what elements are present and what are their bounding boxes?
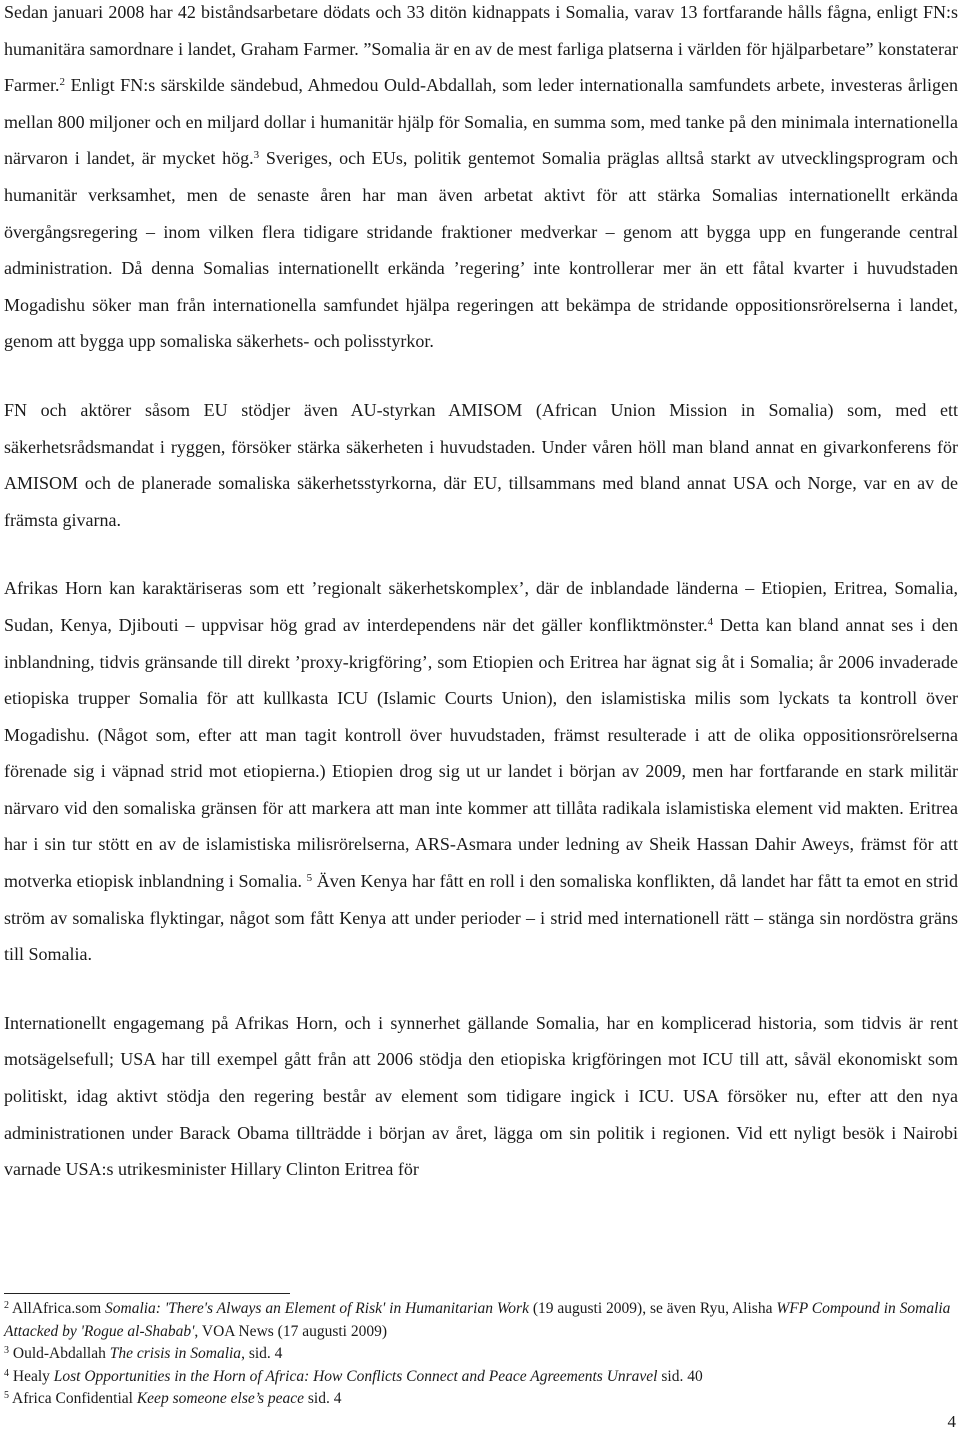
text-run: Sveriges, och EUs, politik gentemot Somalia präglas alltså starkt av utvecklingsprogram och humanitär verksamhet, men de senaste åren har man även arbetat aktivt för att stärka Somalias internationellt erkända övergångsregering – inom vilken flera tidigare stridande fraktioner medverkar – genom att bygga upp en fungerande central administration. Då denna Somalias internationellt erkända ’regering’ inte kontrollerar mer än ett fåtal kvarter i huvudstaden Mogadishu söker man från internationella samfundet hjälpa regeringen att bekämpa de stridande oppositionsrörelserna i landet, genom att bygga upp somaliska säkerhets- och polisstyrkor. bbox=[4, 148, 958, 352]
paragraph-4 bbox=[4, 1005, 958, 1188]
text-run: sid. 4 bbox=[303, 1390, 342, 1407]
text-run: (19 augusti 2009), se även Ryu, Alisha bbox=[528, 1300, 777, 1317]
text-run: Sedan januari 2008 har 42 biståndsarbetare dödats och 33 ditön kidnappats i Somalia, varav 13 fortfarande hålls fågna, enligt FN:s humanitära samordnare i landet, Graham Farmer. ”Somalia är en av de mest farliga platserna i världen för hjälparbetare” konstaterar Farmer. bbox=[4, 2, 958, 96]
footnotes bbox=[4, 1298, 958, 1411]
text-run: sid. 40 bbox=[657, 1367, 703, 1385]
paragraph-2 bbox=[4, 392, 958, 538]
cited-title: WFP Compound in Somalia Attacked by 'Rogue al-Shabab' bbox=[4, 1300, 951, 1340]
footnote-3 bbox=[4, 1343, 958, 1366]
page-number: 4 bbox=[947, 1412, 956, 1431]
paragraph-3 bbox=[4, 570, 958, 973]
text-run: FN och aktörer såsom EU stödjer även AU-styrkan AMISOM (African Union Mission in Somalia) som, med ett säkerhetsrådsmandat i ryggen, försöker stärka säkerheten i huvudstaden. Under våren höll man bland annat en givarkonferens för AMISOM och de planerade somaliska säkerhetsstyrkorna, där EU, tillsammans med bland annat USA och Norge, var en av de främsta givarna. bbox=[4, 399, 958, 530]
text-run: Ould-Abdallah bbox=[9, 1345, 110, 1362]
footnote-ref: 2 bbox=[59, 76, 65, 89]
text-run: Även Kenya har fått en roll i den somaliska konflikten, då landet har fått ta emot en strid ström av somaliska flyktingar, något som fått Kenya att under perioder – i strid med internationell rätt – stänga sin nordöstra gräns till Somalia. bbox=[4, 871, 958, 965]
text-run: Healy bbox=[9, 1367, 54, 1385]
text-run: , sid. 4 bbox=[241, 1345, 283, 1362]
text-run: Internationellt engagemang på Afrikas Horn, och i synnerhet gällande Somalia, har en komplicerad historia, som tidvis är rent motsägelsefull; USA har till exempel gått från att 2006 stödja den etiopiska krigföringen mot ICU till att, såväl ekonomiskt som politiskt, idag aktivt stödja den regering består av element som tidigare ingick i ICU. USA försöker nu, efter att den nya administrationen under Barack Obama tillträdde i början av året, lägga om sin politik i regionen. Vid ett nyligt besök i Nairobi varnade USA:s utrikesminister Hillary Clinton Eritrea för bbox=[4, 1012, 958, 1180]
text-run: Afrikas Horn kan karaktäriseras som ett ’regionalt säkerhetskomplex’, där de inblandade länderna – Etiopien, Eritrea, Somalia, Sudan, Kenya, Djibouti – uppvisar hög grad av interdependens när det gäller konfliktmönster. bbox=[4, 578, 958, 635]
footnote-5 bbox=[4, 1388, 958, 1411]
text-run: Enligt FN:s särskilde sändebud, Ahmedou Ould-Abdallah, som leder internationalla samfundets arbete, investeras årligen mellan 800 miljoner och en miljard dollar i humanitär hjälp för Somalia, en summa som, med tanke på den minimala internationella närvaron i landet, är mycket hög. bbox=[4, 75, 958, 169]
footnote-number: 3 bbox=[4, 1345, 9, 1356]
cited-title: The crisis in Somalia bbox=[109, 1345, 242, 1362]
footnote-ref: 3 bbox=[253, 149, 260, 162]
document-page bbox=[4, 0, 958, 1188]
cited-title: Keep someone else’s peace bbox=[136, 1390, 304, 1407]
paragraph-1 bbox=[4, 0, 958, 360]
text-run: AllAfrica.som bbox=[9, 1300, 105, 1317]
footnote-ref: 4 bbox=[707, 615, 714, 628]
footnote-number: 4 bbox=[4, 1367, 9, 1379]
text-run: , VOA News (17 augusti 2009) bbox=[194, 1322, 388, 1340]
text-run: Africa Confidential bbox=[9, 1390, 137, 1407]
footnote-number: 2 bbox=[4, 1300, 9, 1311]
cited-title: Lost Opportunities in the Horn of Africa: How Conflicts Connect and Peace Agreements Unravel bbox=[53, 1367, 658, 1385]
footnote-ref: 5 bbox=[306, 872, 313, 885]
text-run: Detta kan bland annat ses i den inblandning, tidvis gränsande till direkt ’proxy-krigföring’, som Etiopien och Eritrea har ägnat sig åt i Somalia; år 2006 invaderade etiopiska trupper Somalia för att kullkasta ICU (Islamic Courts Union), den islamistiska milis som lyckats ta kontroll över Mogadishu. (Något som, efter att man tagit kontroll över huvudstaden, främst resulterade i att de olika oppositionsrörelserna förenade sig i väpnad strid mot etiopierna.) Etiopien drog sig ut ur landet i början av 2009, men har fortfarande en stark militär närvaro vid den somaliska gränsen för att markera att man inte kommer att tillåta radikala islamistiska element vid makten. Eritrea har i sin tur stött en av de islamistiska milisrörelserna, ARS-Asmara under ledning av Sheik Hassan Dahir Aweys, främst för att motverka etiopisk inblandning i Somalia. bbox=[4, 614, 958, 892]
footnote-number: 5 bbox=[4, 1390, 9, 1401]
footnote-2 bbox=[4, 1298, 958, 1343]
footnote-4 bbox=[4, 1366, 958, 1389]
cited-title: Somalia: 'There's Always an Element of Risk' in Humanitarian Work bbox=[105, 1300, 529, 1317]
footnote-separator bbox=[4, 1293, 290, 1294]
